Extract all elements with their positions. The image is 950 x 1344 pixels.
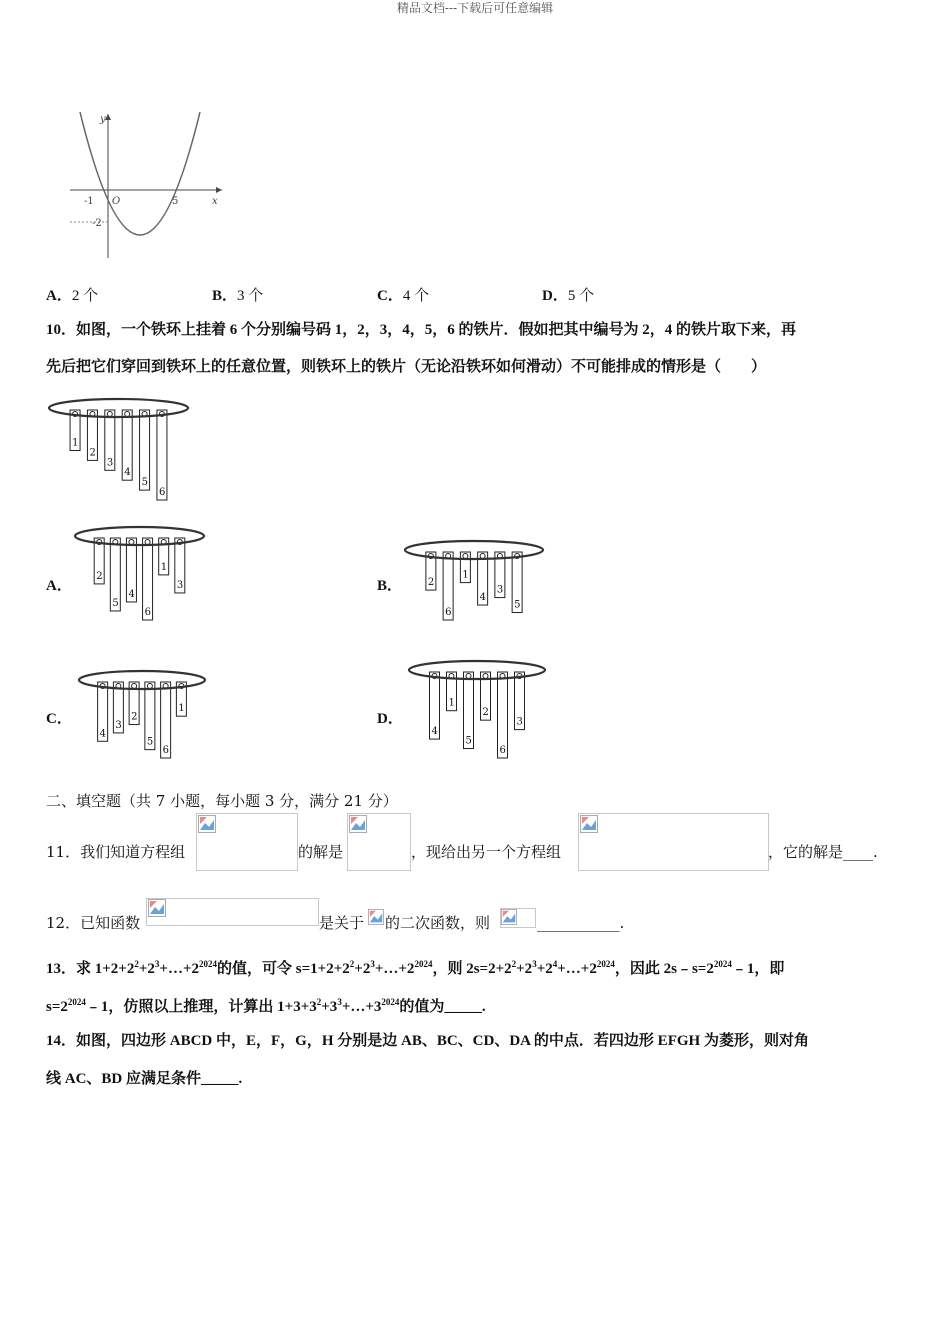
q12-function-image [146, 898, 319, 926]
q11-equation-image-2 [578, 813, 769, 871]
svg-text:2: 2 [482, 707, 489, 719]
q11-text-4: ，它的解是____. [768, 843, 878, 861]
svg-text:1: 1 [160, 561, 168, 573]
origin-label: O [112, 196, 121, 207]
svg-text:1: 1 [178, 703, 185, 715]
svg-text:4: 4 [128, 588, 135, 600]
hanging-tag-1 [460, 552, 470, 583]
ring-back [49, 399, 188, 408]
svg-text:4: 4 [431, 726, 438, 738]
ring-back [405, 541, 543, 550]
hanging-tag-5 [145, 682, 155, 750]
q10-text-line2: 先后把它们穿回到铁环上的任意位置，则铁环上的铁片（无论沿铁环如何滑动）不可能排成的情形是（ ） [46, 359, 767, 375]
svg-text:6: 6 [499, 745, 506, 756]
hanging-tag-4 [430, 672, 440, 739]
ring-figure-c [76, 664, 208, 762]
ring-figure-d [406, 654, 548, 762]
q10-option-c-letter: C． [46, 711, 72, 727]
svg-text:3: 3 [106, 457, 114, 469]
hanging-tag-6 [157, 410, 167, 500]
broken-image-icon [349, 815, 367, 833]
svg-text:6: 6 [158, 487, 166, 498]
svg-text:5: 5 [141, 477, 148, 489]
svg-text:4: 4 [124, 467, 131, 479]
section-2-title: 二、填空题（共 7 小题，每小题 3 分，满分 21 分） [46, 792, 398, 810]
q12-text-1: 12．已知函数 [46, 914, 141, 932]
q14-text-line2: 线 AC、BD 应满足条件_____. [46, 1071, 243, 1087]
q9-option-b: B．3 个 [212, 288, 264, 304]
y-axis-label: y [100, 114, 106, 125]
q10-option-a-letter: A． [46, 578, 72, 594]
ring-figure-main [46, 392, 191, 504]
hanging-tag-5 [512, 552, 522, 613]
ring-back [75, 527, 204, 536]
q11-text-1: 11．我们知道方程组 [46, 843, 186, 861]
svg-text:1: 1 [72, 437, 79, 449]
broken-image-icon [148, 899, 166, 917]
svg-text:6: 6 [445, 607, 452, 618]
svg-text:3: 3 [496, 584, 504, 596]
q9-option-a: A．2 个 [46, 288, 99, 304]
q11-text-3: ，现给出另一个方程组 [411, 843, 562, 861]
tick-neg2: -2 [92, 218, 102, 229]
hanging-tag-4 [122, 410, 132, 480]
q10-option-d-letter: D． [377, 711, 403, 727]
svg-text:2: 2 [131, 711, 138, 723]
hanging-tag-3 [105, 410, 115, 470]
hanging-tag-6 [443, 552, 453, 620]
svg-text:2: 2 [96, 570, 103, 582]
ring-figure-b [402, 534, 546, 624]
q10-option-b-letter: B． [377, 578, 403, 594]
x-axis-label: x [212, 196, 218, 207]
ring-figure-a [72, 520, 207, 624]
svg-text:4: 4 [99, 728, 106, 740]
q12-text-4: ___________. [537, 914, 625, 932]
svg-text:6: 6 [144, 607, 151, 618]
parabola-graph [62, 108, 232, 268]
page-header: 精品文档---下载后可任意编辑 [396, 1, 554, 15]
svg-text:2: 2 [89, 447, 96, 459]
q9-option-d: D．5 个 [542, 288, 595, 304]
q13-line1: 13．求 $1+2+2^2+2^3+\dots+2^{2024}$的值，可令 $s=1+2+2^2+2^3+\dots+2^{2024}$，则 $2s=2+2^2+2^3+2^4+\dots+2^{2024}$，因此 $2s﹣s=2^{2024}﹣1$，即 [46, 959, 785, 977]
q12-text-3: 的二次函数，则 [385, 914, 491, 932]
hanging-tag-5 [110, 538, 120, 611]
svg-text:3: 3 [115, 719, 122, 731]
ring-back [409, 661, 545, 670]
q9-option-c: C．4 个 [377, 288, 430, 304]
broken-image-icon [198, 815, 216, 833]
hanging-tag-6 [498, 672, 508, 758]
broken-image-icon [501, 909, 517, 925]
hanging-tag-2 [94, 538, 104, 584]
svg-text:6: 6 [162, 745, 169, 756]
hanging-tag-6 [143, 538, 153, 620]
hanging-tag-4 [98, 682, 108, 741]
svg-text:2: 2 [427, 577, 435, 589]
q10-text-line1: 10．如图，一个铁环上挂着 6 个分别编号码 1，2，3，4，5，6 的铁片．假如把其中编号为 2，4 的铁片取下来，再 [46, 322, 797, 338]
tick-5: 5 [172, 196, 179, 207]
hanging-tag-5 [140, 410, 150, 490]
hanging-tag-4 [126, 538, 136, 602]
hanging-tag-3 [515, 672, 525, 730]
hanging-tag-6 [161, 682, 171, 758]
svg-text:1: 1 [462, 569, 469, 581]
hanging-tag-5 [464, 672, 474, 749]
q14-text-line1: 14．如图，四边形 ABCD 中，E，F，G，H 分别是边 AB、BC、CD、DA 的中点．若四边形 EFGH 为菱形，则对角 [46, 1033, 809, 1049]
q12-text-2: 是关于 [319, 914, 365, 932]
broken-image-icon [368, 909, 384, 925]
svg-text:3: 3 [516, 716, 523, 728]
tick-neg1: -1 [84, 196, 94, 207]
broken-image-icon [580, 815, 598, 833]
svg-text:5: 5 [146, 736, 154, 748]
svg-text:5: 5 [465, 735, 472, 747]
ring-back [79, 671, 205, 680]
q11-text-2: 的解是 [298, 843, 344, 861]
q13-line2: $s=2^{2024}﹣1$，仿照以上推理，计算出 $1+3+3^2+3^3+\dots+3^{2024}$的值为_____. [46, 997, 486, 1015]
svg-text:4: 4 [479, 592, 486, 604]
svg-text:5: 5 [514, 599, 521, 611]
svg-text:5: 5 [112, 597, 119, 609]
svg-text:3: 3 [176, 579, 184, 591]
hanging-tag-3 [175, 538, 185, 593]
svg-text:1: 1 [448, 697, 455, 709]
